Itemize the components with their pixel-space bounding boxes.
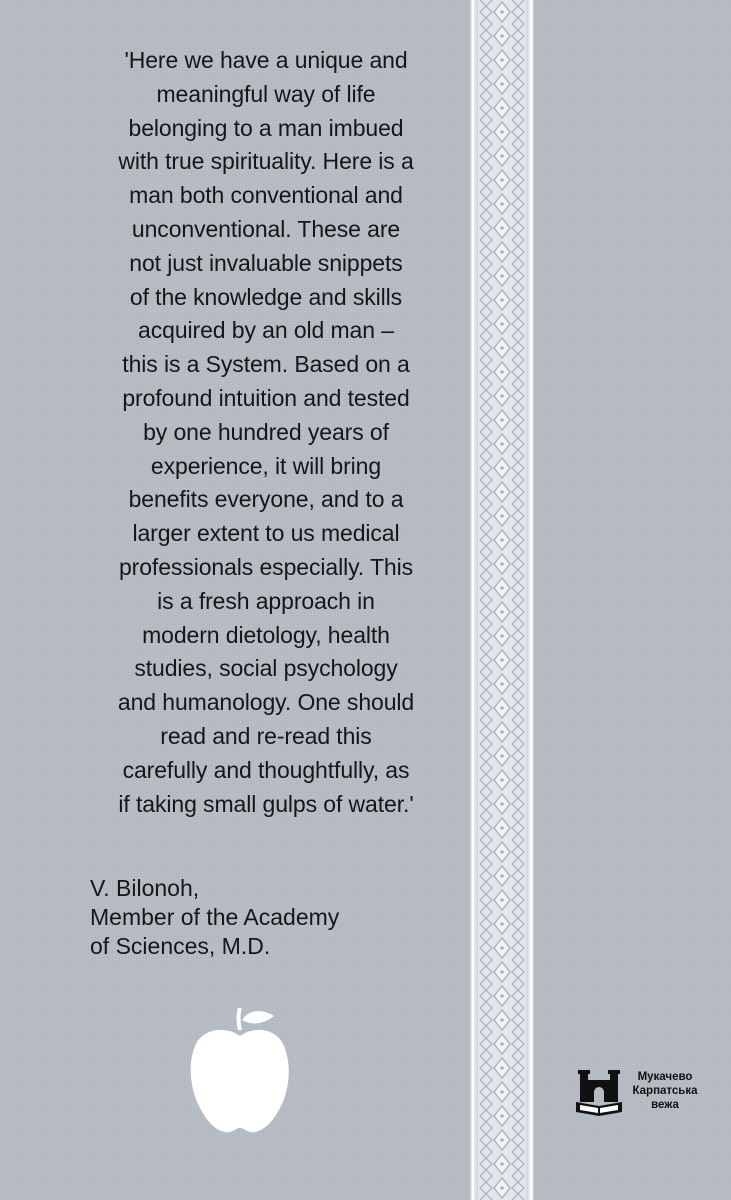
quote-line: larger extent to us medical (132, 520, 400, 547)
endorsement-attribution (90, 874, 450, 961)
quote-line: man both conventional and (129, 182, 403, 209)
quote-line: carefully and thoughtfully, as (122, 756, 410, 783)
quote-line: if taking small gulps of water.' (118, 790, 414, 817)
endorsement-quote (78, 44, 454, 821)
quote-line: experience, it will bring (150, 452, 382, 479)
publisher-name (628, 1070, 702, 1112)
publisher-line: Мукачево (637, 1071, 693, 1083)
quote-line: by one hundred years of (143, 418, 389, 445)
author-name: V. Bilonoh, (90, 875, 200, 901)
tower-book-icon (574, 1068, 626, 1116)
quote-line: acquired by an old man – (138, 317, 394, 344)
publisher-logo (574, 1068, 704, 1118)
quote-line: not just invaluable snippets (129, 249, 403, 276)
quote-line: with true spirituality. Here is a (118, 148, 414, 175)
quote-line: profound intuition and tested (122, 384, 410, 411)
author-title: Member of the Academy (90, 904, 340, 930)
quote-line: modern dietology, health (142, 621, 390, 648)
quote-line: of the knowledge and skills (129, 283, 403, 310)
quote-line: meaningful way of life (156, 80, 376, 107)
author-title: of Sciences, M.D. (90, 933, 271, 959)
quote-line: studies, social psychology (134, 655, 398, 682)
quote-line: belonging to a man imbued (128, 114, 404, 141)
quote-line: benefits everyone, and to a (128, 486, 404, 513)
publisher-line: Карпатська (632, 1085, 698, 1097)
quote-line: and humanology. One should (117, 689, 415, 716)
embroidered-ribbon (470, 0, 534, 1200)
quote-line: professionals especially. This (118, 553, 413, 580)
quote-line: unconventional. These are (131, 215, 401, 242)
quote-line: is a fresh approach in (157, 587, 375, 614)
publisher-line: вежа (651, 1099, 679, 1111)
quote-line: this is a System. Based on a (122, 351, 410, 378)
quote-line: 'Here we have a unique and (124, 47, 408, 73)
apple-icon (186, 1006, 290, 1136)
quote-line: read and re-read this (160, 722, 372, 749)
